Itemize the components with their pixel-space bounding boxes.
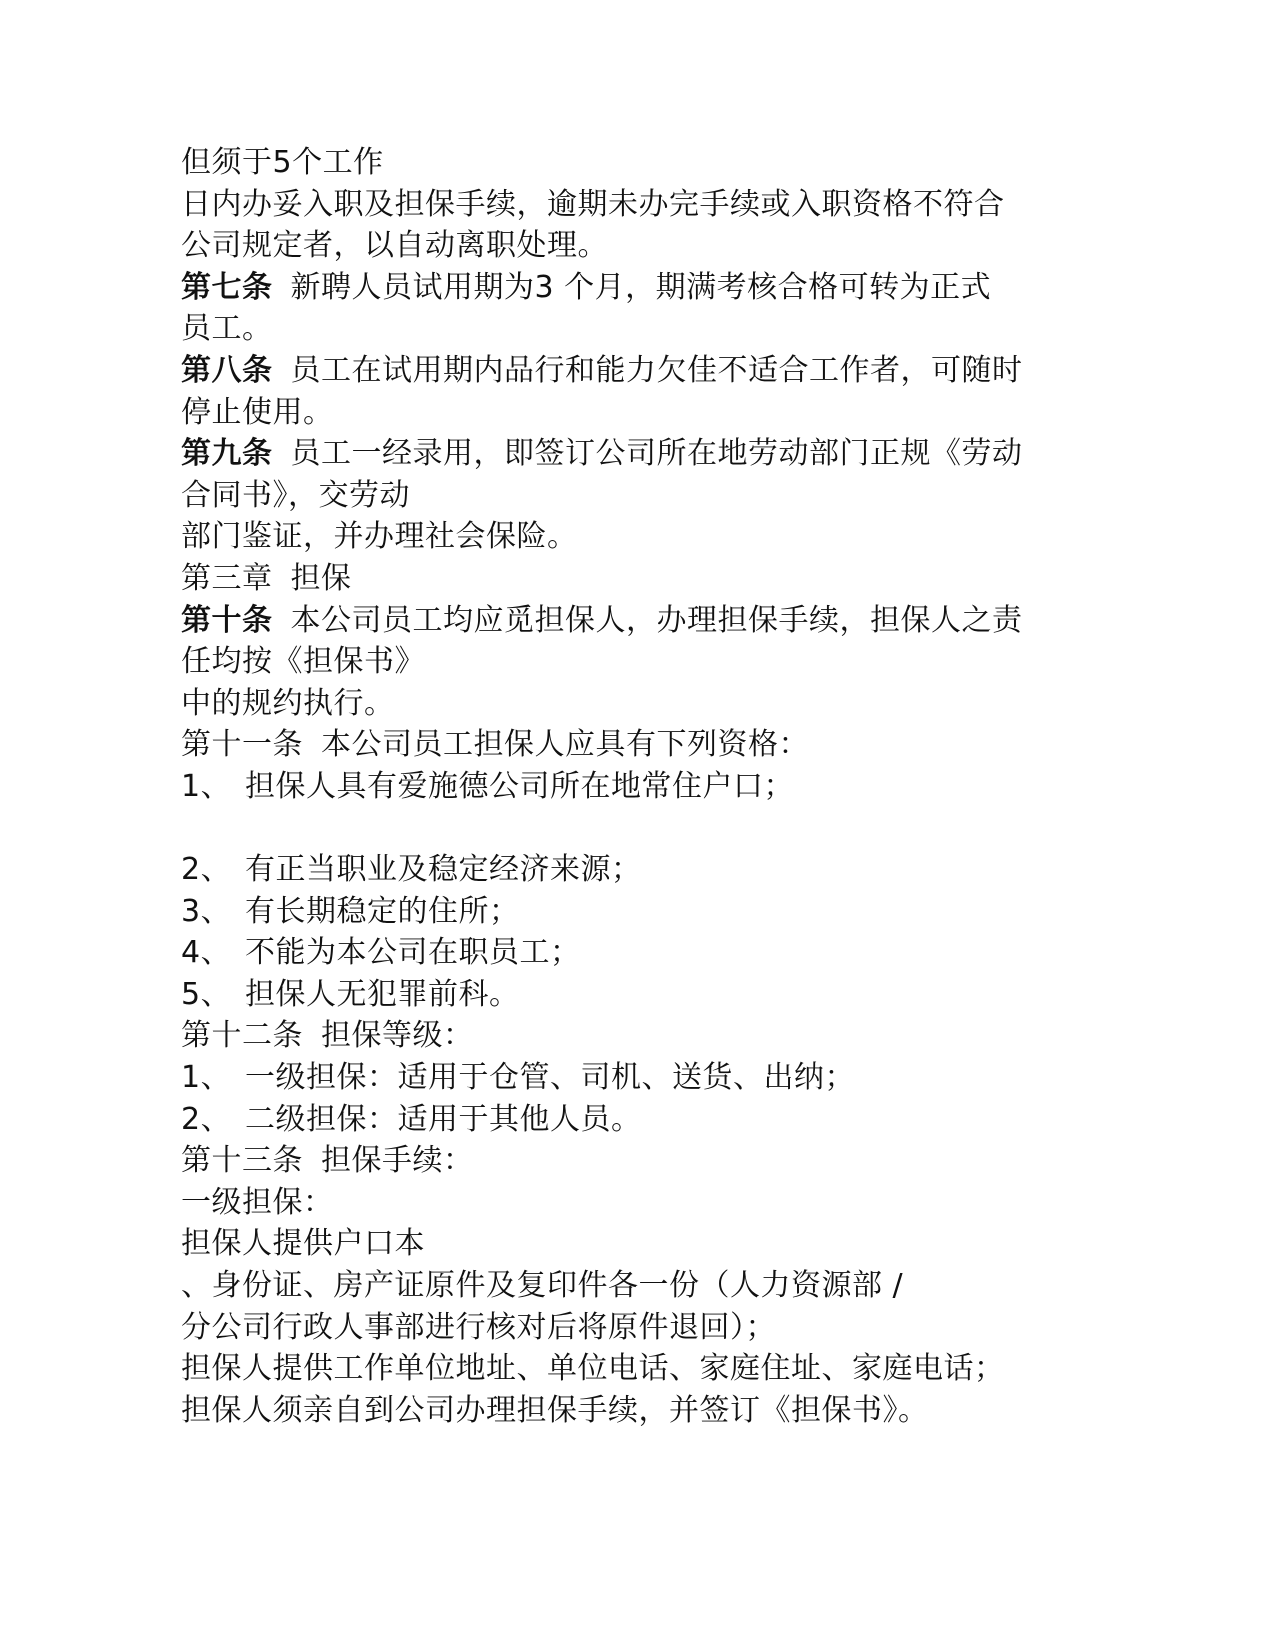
text-line: 分公司行政人事部进行核对后将原件退回）； (181, 1309, 776, 1345)
article-heading: 第七条 (181, 269, 273, 305)
list-text: 担保人具有爱施德公司所在地常住户口； (245, 768, 794, 804)
text-line: 日内办妥入职及担保手续，逾期未办完手续或入职资格不符合 (181, 186, 1005, 222)
article-text: 担保等级： (321, 1018, 474, 1054)
list-item (181, 1099, 1081, 1141)
chapter-title: 担保 (290, 560, 352, 596)
list-item (181, 849, 1081, 891)
list-text: 二级担保：适用于其他人员。 (245, 1101, 642, 1137)
list-number: 2、 (181, 852, 232, 888)
text-line: 但须于5个工作 (181, 145, 384, 180)
text-line: 任均按《担保书》 (181, 644, 425, 680)
chapter-3-heading (181, 558, 1081, 600)
article-heading: 第十二条 (181, 1018, 303, 1054)
text-line: 合同书》，交劳动 (181, 477, 410, 513)
article-heading: 第十条 (181, 602, 273, 638)
article-text: 员工一经录用，即签订公司所在地劳动部门正规《劳动 (290, 436, 1023, 472)
article-10 (181, 600, 1081, 642)
blank-line (181, 808, 1081, 850)
list-item (181, 891, 1081, 933)
text-line: 部门鉴证，并办理社会保险。 (181, 519, 578, 555)
list-number: 1、 (181, 1060, 232, 1096)
list-text: 一级担保：适用于仓管、司机、送货、出纳； (245, 1060, 855, 1096)
list-item (181, 974, 1081, 1016)
article-heading: 第八条 (181, 352, 273, 388)
text-line: 中的规约执行。 (181, 685, 395, 721)
list-item (181, 932, 1081, 974)
list-number: 2、 (181, 1101, 232, 1137)
article-8 (181, 350, 1081, 392)
chapter-number: 第三章 (181, 560, 273, 596)
article-heading: 第十三条 (181, 1143, 303, 1179)
article-11 (181, 724, 1081, 766)
list-number: 5、 (181, 976, 232, 1012)
document-body (181, 142, 1081, 1431)
article-heading: 第十一条 (181, 727, 303, 763)
text-line: 公司规定者，以自动离职处理。 (181, 228, 608, 264)
list-text: 担保人无犯罪前科。 (245, 976, 520, 1012)
list-number: 4、 (181, 935, 232, 971)
article-heading: 第九条 (181, 436, 273, 472)
list-text: 不能为本公司在职员工； (245, 935, 581, 971)
article-9 (181, 433, 1081, 475)
text-line: 员工。 (181, 311, 273, 347)
text-line: 、身份证、房产证原件及复印件各一份（人力资源部 / (181, 1268, 904, 1304)
article-7 (181, 267, 1081, 309)
article-13 (181, 1140, 1081, 1182)
list-number: 1、 (181, 768, 232, 804)
text-line: 担保人提供工作单位地址、单位电话、家庭住址、家庭电话； (181, 1351, 1005, 1387)
article-text: 本公司员工均应觅担保人，办理担保手续，担保人之责 (290, 602, 1023, 638)
text-line: 担保人提供户口本 (181, 1226, 425, 1262)
article-text: 本公司员工担保人应具有下列资格： (321, 727, 809, 763)
text-line: 停止使用。 (181, 394, 334, 430)
article-text: 担保手续： (321, 1143, 474, 1179)
article-12 (181, 1015, 1081, 1057)
text-line: 一级担保： (181, 1184, 334, 1220)
article-text: 员工在试用期内品行和能力欠佳不适合工作者，可随时 (290, 352, 1023, 388)
article-text: 新聘人员试用期为3 个月，期满考核合格可转为正式 (290, 269, 992, 305)
list-item (181, 766, 1081, 808)
list-number: 3、 (181, 893, 232, 929)
text-line: 担保人须亲自到公司办理担保手续，并签订《担保书》。 (181, 1392, 929, 1428)
list-text: 有长期稳定的住所； (245, 893, 520, 929)
list-text: 有正当职业及稳定经济来源； (245, 852, 642, 888)
list-item (181, 1057, 1081, 1099)
